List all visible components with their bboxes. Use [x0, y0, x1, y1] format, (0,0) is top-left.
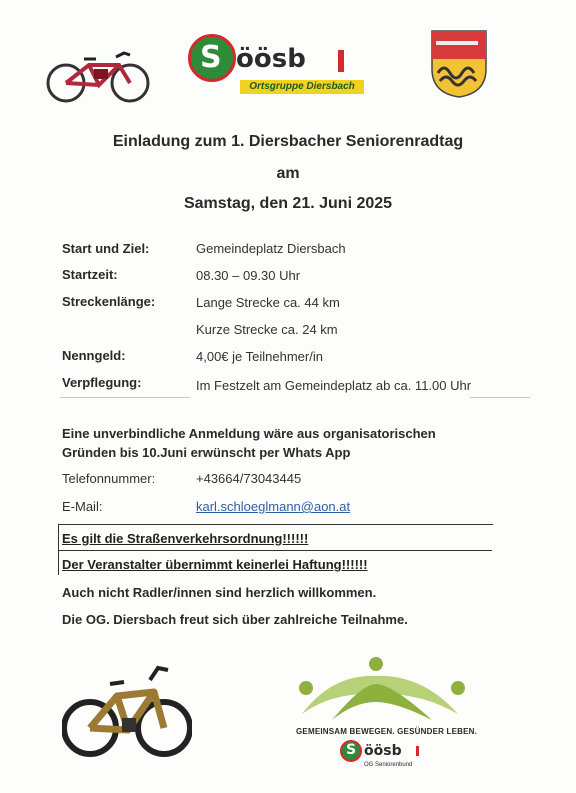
- oesb-logo-text: öösb: [236, 44, 306, 74]
- start-time-value: 08.30 – 09.30 Uhr: [196, 268, 301, 283]
- fee-value: 4,00€ je Teilnehmer/in: [196, 349, 323, 364]
- oesb-logo-subtitle: Ortsgruppe Diersbach: [240, 80, 364, 94]
- scan-artifact-line: [470, 397, 530, 398]
- bicycle-image-top: [44, 43, 154, 105]
- footer-oesb-logo: S öösb OG Seniorenbund: [340, 740, 430, 772]
- email-label: E-Mail:: [62, 499, 103, 514]
- event-title: Einladung zum 1. Diersbacher Seniorenradtag: [112, 133, 464, 150]
- start-time-label: Startzeit:: [62, 267, 118, 282]
- phone-label: Telefonnummer:: [62, 471, 156, 486]
- scan-artifact-line: [60, 397, 190, 398]
- closing-line-2: Die OG. Diersbach freut sich über zahlreiche Teilnahme.: [62, 612, 408, 627]
- oesb-logo: S öösb Ortsgruppe Diersbach: [178, 34, 368, 96]
- event-title-am: am: [276, 165, 300, 182]
- notices-box-divider: [58, 550, 492, 551]
- registration-text-1: Eine unverbindliche Anmeldung wäre aus organisatorischen: [62, 426, 436, 441]
- route-length-long-value: Lange Strecke ca. 44 km: [196, 295, 340, 310]
- liability-notice: Der Veranstalter übernimmt keinerlei Haftung!!!!!!: [62, 557, 368, 572]
- traffic-rules-notice: Es gilt die Straßenverkehrsordnung!!!!!!: [62, 531, 309, 546]
- catering-label: Verpflegung:: [62, 375, 142, 390]
- coat-of-arms-icon: [430, 29, 488, 99]
- footer-oesb-subtitle: OG Seniorenbund: [364, 762, 413, 768]
- fee-label: Nenngeld:: [62, 348, 126, 363]
- catering-value: Im Festzelt am Gemeindeplatz ab ca. 11.00 Uhr: [196, 378, 472, 393]
- start-goal-value: Gemeindeplatz Diersbach: [196, 241, 346, 256]
- route-length-label: Streckenlänge:: [62, 294, 156, 309]
- closing-line-1: Auch nicht Radler/innen sind herzlich willkommen.: [62, 585, 377, 600]
- registration-text-2: Gründen bis 10.Juni erwünscht per Whats App: [62, 445, 351, 460]
- ebike-image-bottom: [62, 658, 192, 764]
- gemeinsam-bewegen-logo: [292, 654, 468, 726]
- event-date: Samstag, den 21. Juni 2025: [183, 195, 393, 212]
- start-goal-label: Start und Ziel:: [62, 241, 150, 256]
- footer-oesb-text: öösb: [364, 743, 402, 759]
- phone-value: +43664/73043445: [196, 471, 302, 486]
- footer-slogan: GEMEINSAM BEWEGEN. GESÜNDER LEBEN.: [296, 727, 478, 736]
- route-length-short-value: Kurze Strecke ca. 24 km: [196, 322, 338, 337]
- email-link[interactable]: karl.schloeglmann@aon.at: [196, 499, 351, 514]
